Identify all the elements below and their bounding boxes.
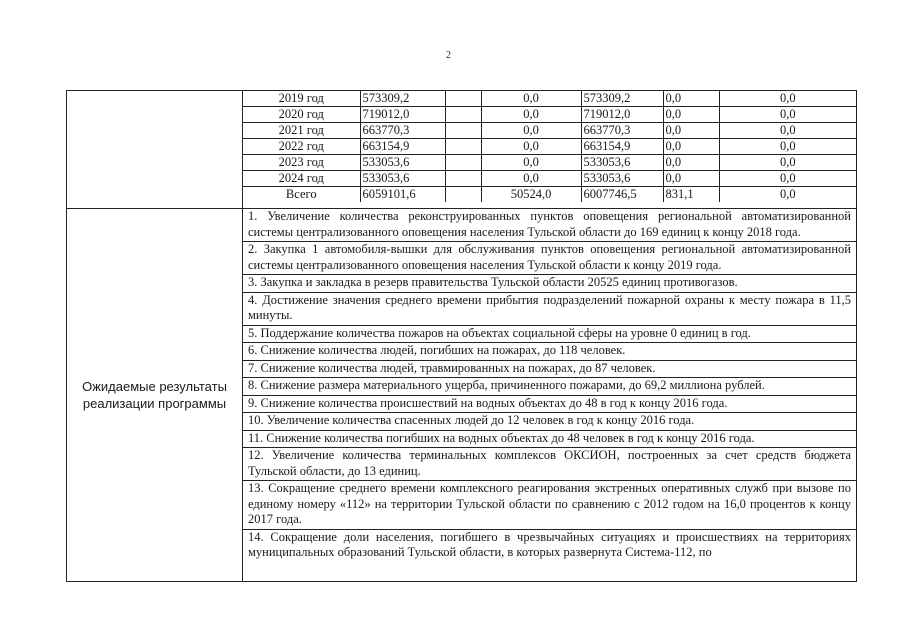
finance-cell-d: 573309,2 bbox=[581, 91, 663, 107]
finance-cell-e: 0,0 bbox=[663, 155, 719, 171]
finance-cell-a: 533053,6 bbox=[360, 171, 445, 187]
finance-cell-year: 2019 год bbox=[243, 91, 360, 107]
finance-cell-f: 0,0 bbox=[719, 91, 856, 107]
result-item: 12. Увеличение количества терминальных комплексов ОКСИОН, построенных за счет средств бюджета Тульской области, до 13 единиц. bbox=[243, 448, 856, 481]
finance-cell-d: 663154,9 bbox=[581, 139, 663, 155]
finance-cell-year: 2022 год bbox=[243, 139, 360, 155]
finance-cell-year: 2021 год bbox=[243, 123, 360, 139]
result-item: 2. Закупка 1 автомобиля-вышки для обслуживания пунктов оповещения региональной автоматизированной системы централизованного оповещения населения Тульской области к концу 2019 года. bbox=[243, 242, 856, 275]
finance-cell-b bbox=[445, 123, 481, 139]
finance-cell-d: 6007746,5 bbox=[581, 187, 663, 203]
finance-cell-c: 50524,0 bbox=[481, 187, 581, 203]
result-item: 4. Достижение значения среднего времени прибытия подразделений пожарной охраны к месту пожара в 11,5 минуты. bbox=[243, 293, 856, 326]
finance-cell-b bbox=[445, 107, 481, 123]
finance-cell-e: 0,0 bbox=[663, 123, 719, 139]
result-item: 6. Снижение количества людей, погибших на пожарах, до 118 человек. bbox=[243, 343, 856, 361]
finance-row bbox=[243, 123, 856, 139]
finance-cell-c: 0,0 bbox=[481, 171, 581, 187]
finance-cell-a: 719012,0 bbox=[360, 107, 445, 123]
finance-cell-c: 0,0 bbox=[481, 107, 581, 123]
finance-row bbox=[243, 107, 856, 123]
finance-cell-e: 0,0 bbox=[663, 139, 719, 155]
finance-cell-c: 0,0 bbox=[481, 155, 581, 171]
finance-cell-a: 663154,9 bbox=[360, 139, 445, 155]
finance-cell-d: 663770,3 bbox=[581, 123, 663, 139]
finance-row bbox=[243, 91, 856, 107]
result-item: 11. Снижение количества погибших на водных объектах до 48 человек в год к концу 2016 года. bbox=[243, 431, 856, 449]
results-list bbox=[243, 209, 856, 562]
finance-row bbox=[243, 139, 856, 155]
finance-cell-c: 0,0 bbox=[481, 91, 581, 107]
finance-row bbox=[243, 155, 856, 171]
finance-cell-e: 831,1 bbox=[663, 187, 719, 203]
finance-cell-f: 0,0 bbox=[719, 171, 856, 187]
finance-row bbox=[243, 187, 856, 203]
result-item: 3. Закупка и закладка в резерв правительства Тульской области 20525 единиц противогазов. bbox=[243, 275, 856, 293]
finance-cell-year: 2024 год bbox=[243, 171, 360, 187]
finance-cell-e: 0,0 bbox=[663, 107, 719, 123]
finance-cell-b bbox=[445, 155, 481, 171]
finance-cell-e: 0,0 bbox=[663, 171, 719, 187]
page-number: 2 bbox=[446, 50, 451, 61]
result-item: 5. Поддержание количества пожаров на объектах социальной сферы на уровне 0 единиц в год. bbox=[243, 326, 856, 344]
finance-cell-d: 533053,6 bbox=[581, 155, 663, 171]
result-item: 8. Снижение размера материального ущерба, причиненного пожарами, до 69,2 миллиона рублей. bbox=[243, 378, 856, 396]
finance-cell-b bbox=[445, 139, 481, 155]
finance-cell-c: 0,0 bbox=[481, 139, 581, 155]
finance-cell-f: 0,0 bbox=[719, 139, 856, 155]
finance-cell bbox=[243, 91, 857, 209]
results-cell bbox=[243, 209, 857, 582]
finance-cell-c: 0,0 bbox=[481, 123, 581, 139]
finance-cell-year: 2020 год bbox=[243, 107, 360, 123]
result-item: 13. Сокращение среднего времени комплексного реагирования экстренных оперативных служб при вызове по единому номеру «112» на территории Тульской области по сравнению с 2012 годом на 16,0 процентов к концу 2017 года. bbox=[243, 481, 856, 530]
program-passport-table bbox=[66, 90, 857, 582]
result-item: 10. Увеличение количества спасенных людей до 12 человек в год к концу 2016 года. bbox=[243, 413, 856, 431]
finance-cell-f: 0,0 bbox=[719, 107, 856, 123]
finance-cell-a: 573309,2 bbox=[360, 91, 445, 107]
finance-cell-year: Всего bbox=[243, 187, 360, 203]
finance-cell-f: 0,0 bbox=[719, 155, 856, 171]
finance-cell-f: 0,0 bbox=[719, 123, 856, 139]
finance-cell-f: 0,0 bbox=[719, 187, 856, 203]
finance-cell-b bbox=[445, 91, 481, 107]
result-item: 1. Увеличение количества реконструированных пунктов оповещения региональной автоматизированной системы централизованного оповещения населения Тульской области до 169 единиц к концу 2018 года. bbox=[243, 209, 856, 242]
results-label: Ожидаемые результаты реализации программы bbox=[82, 379, 227, 411]
finance-cell-a: 663770,3 bbox=[360, 123, 445, 139]
finance-cell-b bbox=[445, 187, 481, 203]
empty-label-cell bbox=[67, 91, 243, 209]
finance-cell-a: 533053,6 bbox=[360, 155, 445, 171]
result-item: 7. Снижение количества людей, травмированных на пожарах, до 87 человек. bbox=[243, 361, 856, 379]
finance-cell-a: 6059101,6 bbox=[360, 187, 445, 203]
finance-cell-year: 2023 год bbox=[243, 155, 360, 171]
finance-table bbox=[243, 91, 856, 202]
finance-cell-d: 533053,6 bbox=[581, 171, 663, 187]
result-item: 9. Снижение количества происшествий на водных объектах до 48 в год к концу 2016 года. bbox=[243, 396, 856, 414]
results-label-cell bbox=[67, 209, 243, 582]
finance-row bbox=[243, 171, 856, 187]
finance-cell-d: 719012,0 bbox=[581, 107, 663, 123]
finance-cell-e: 0,0 bbox=[663, 91, 719, 107]
result-item: 14. Сокращение доли населения, погибшего в чрезвычайных ситуациях и происшествиях на территориях муниципальных образований Тульской области, в которых развернута Система-112, по bbox=[248, 529, 851, 559]
finance-cell-b bbox=[445, 171, 481, 187]
